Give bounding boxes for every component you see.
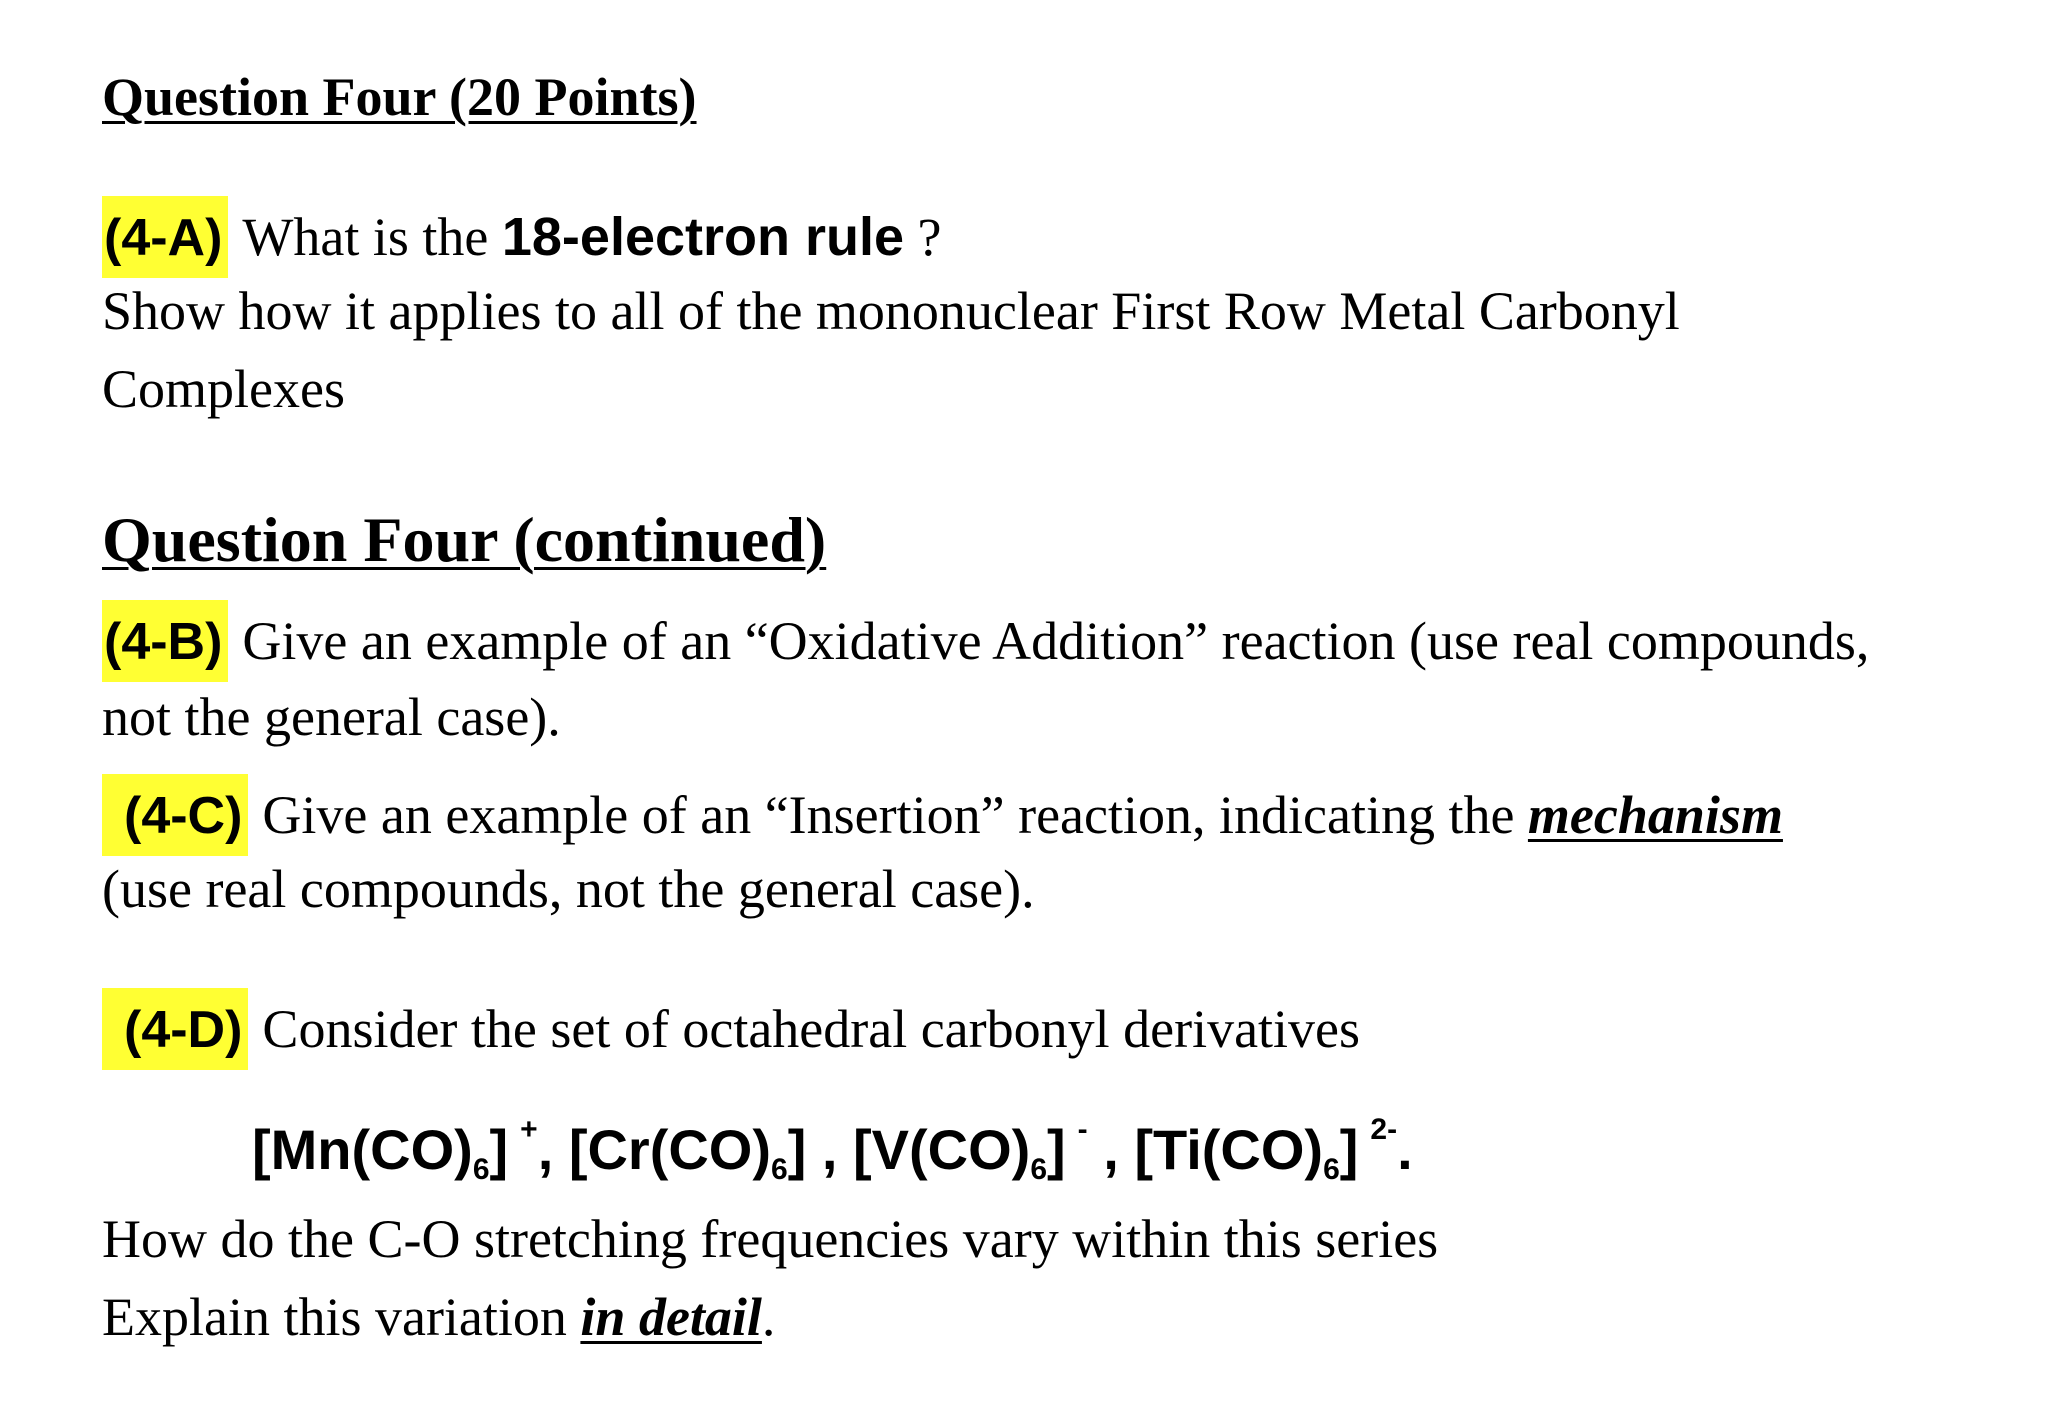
q4d-line1	[102, 988, 1360, 1070]
q4c-text-before: Give an example of an “Insertion” reaction, indicating the	[262, 785, 1528, 845]
q4c-label: (4-C)	[102, 774, 248, 856]
q4d-label: (4-D)	[102, 988, 248, 1070]
formula-mn-close: ]	[489, 1118, 509, 1181]
formula-ti-sub: 6	[1323, 1153, 1340, 1186]
q4c-line2: (use real compounds, not the general case).	[102, 859, 1035, 919]
q4d-line2: How do the C-O stretching frequencies vary within this series	[102, 1209, 1439, 1269]
formula-v-close: ]	[1047, 1118, 1066, 1181]
q4b-line2: not the general case).	[102, 687, 561, 747]
formula-v-charge: -	[1077, 1113, 1088, 1146]
formula-end: .	[1397, 1118, 1413, 1181]
formula-v: [V(CO)	[853, 1118, 1031, 1181]
formula-mn-sub: 6	[472, 1153, 490, 1186]
q4c-emphasis: mechanism	[1527, 785, 1783, 845]
q4a-label: (4-A)	[102, 196, 228, 278]
formula-ti-charge: 2-	[1370, 1113, 1398, 1146]
q4a-line3: Complexes	[102, 359, 345, 419]
q4a-line1	[102, 196, 941, 278]
q4a-text-after: ?	[904, 207, 942, 267]
q4b-line1	[102, 600, 1869, 682]
question-four-heading: Question Four (20 Points)	[102, 67, 697, 127]
formula-ti-close: ]	[1339, 1118, 1359, 1181]
q4d-text: Consider the set of octahedral carbonyl derivatives	[262, 999, 1361, 1059]
q4d-line3-before: Explain this variation	[102, 1287, 581, 1347]
q4d-line3-after: .	[761, 1287, 776, 1347]
formula-sep3: ,	[1087, 1118, 1135, 1181]
formula-mn: [Mn(CO)	[252, 1118, 473, 1181]
q4a-text-before: What is the	[242, 207, 502, 267]
q4d-line3-emphasis: in detail	[580, 1287, 762, 1347]
q4b-label: (4-B)	[102, 600, 228, 682]
formula-cr-close: ]	[787, 1118, 807, 1181]
q4a-emphasis: 18-electron rule	[501, 207, 905, 267]
formula-mn-charge: +	[520, 1113, 538, 1146]
formula-ti: [Ti(CO)	[1134, 1118, 1324, 1181]
formula-cr: [Cr(CO)	[568, 1118, 771, 1181]
carbonyl-formula-series	[252, 1113, 1413, 1186]
question-four-continued-heading: Question Four (continued)	[102, 504, 827, 575]
q4b-text: Give an example of an “Oxidative Addition” reaction (use real compounds,	[242, 611, 1870, 671]
q4a-line2: Show how it applies to all of the mononuclear First Row Metal Carbonyl	[102, 281, 1680, 341]
formula-cr-sub: 6	[771, 1153, 788, 1186]
formula-v-sub: 6	[1030, 1153, 1048, 1186]
q4d-line3	[102, 1287, 776, 1347]
formula-sep1: ,	[537, 1118, 569, 1181]
q4c-line1	[102, 774, 1783, 856]
formula-sep2: ,	[806, 1118, 854, 1181]
